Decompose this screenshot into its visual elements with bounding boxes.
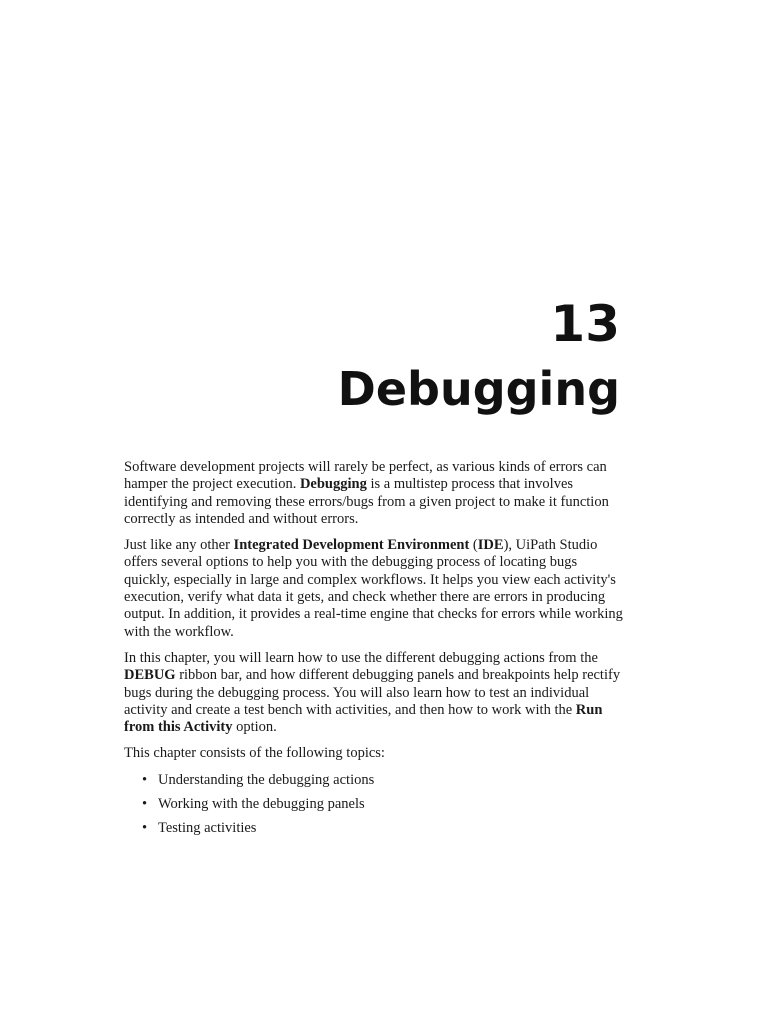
- bullet-icon: •: [142, 820, 148, 837]
- bullet-icon: •: [142, 771, 148, 788]
- intro-paragraph: [124, 459, 624, 528]
- overview-paragraph: [124, 650, 624, 736]
- list-item: [124, 820, 624, 837]
- topic-label: Testing activities: [158, 820, 257, 837]
- list-item: [124, 796, 624, 813]
- text-run: is a multistep process that involves identifying and removing these errors/bugs from a given project to make it function correctly as intended and without errors.: [124, 476, 609, 527]
- list-item: [124, 772, 624, 789]
- bold-term-debugging: Debugging: [299, 476, 367, 493]
- chapter-body: [124, 459, 624, 845]
- text-run: option.: [232, 719, 277, 736]
- text-run: Just like any other: [124, 537, 234, 554]
- text-run: ), UiPath Studio offers several options to help you with the debugging process of locating bugs quickly, especially in large and complex workflows. It helps you view each activity's execution, verify what data it gets, and check whether there are errors in producing output. In addition, it provides a real-time engine that checks for errors while working with the workflow.: [124, 537, 623, 640]
- chapter-title: Debugging: [337, 362, 620, 416]
- text-run: ribbon bar, and how different debugging panels and breakpoints help rectify bugs during the debugging process. You will also learn how to test an individual activity and create a test bench with activities, and then how to work with the: [124, 667, 621, 718]
- topic-label: Understanding the debugging actions: [158, 771, 375, 788]
- bold-term-debug: DEBUG: [124, 667, 176, 684]
- text-run: In this chapter, you will learn how to use the different debugging actions from the: [124, 649, 598, 666]
- bold-term-run-from-activity: Run from this Activity: [124, 701, 603, 736]
- bullet-icon: •: [142, 796, 148, 813]
- topics-intro: This chapter consists of the following topics:: [124, 745, 385, 762]
- topics-list: [124, 772, 624, 838]
- topic-label: Working with the debugging panels: [158, 796, 365, 813]
- bold-term-ide-full: Integrated Development Environment: [233, 537, 470, 554]
- text-run: Software development projects will rarely be perfect, as various kinds of errors can hamper the project execution.: [124, 459, 607, 493]
- bold-term-ide: IDE: [477, 537, 504, 554]
- ide-paragraph: [124, 537, 624, 641]
- text-run: (: [469, 537, 478, 554]
- chapter-number: 13: [550, 295, 620, 353]
